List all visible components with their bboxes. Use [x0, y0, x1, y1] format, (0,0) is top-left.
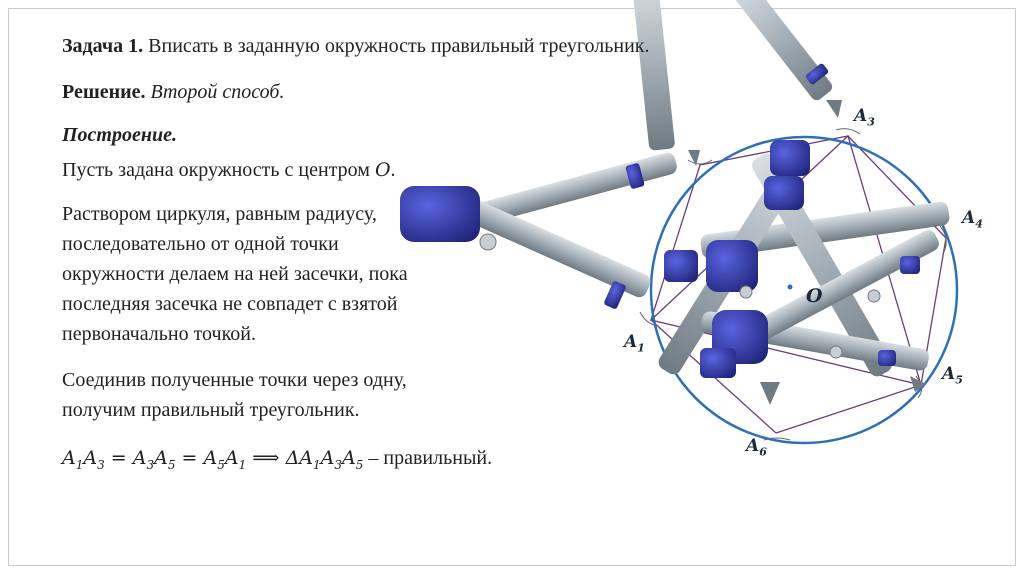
paragraph-3-line: получим правильный треугольник.: [62, 399, 360, 421]
center-label: O: [806, 285, 823, 307]
paragraph-2-line: последовательно от одной точки: [62, 233, 339, 255]
paragraph-2-line: окружности делаем на ней засечки, пока: [62, 263, 408, 285]
label-a3: $A_3$: [854, 106, 875, 129]
compass-star: [656, 140, 951, 405]
construction-heading: Построение.: [62, 124, 177, 146]
solution-heading: Решение. Второй способ.: [62, 81, 285, 103]
paragraph-2-line: последняя засечка не совпадет с взятой: [62, 293, 398, 315]
paragraph-2-line: Раствором циркуля, равным радиусу,: [62, 203, 377, 225]
label-a4: $A_4$: [962, 208, 983, 231]
center-point: [788, 285, 793, 290]
paragraph-1: Пусть задана окружность с центром O.: [62, 159, 396, 181]
paragraph-2-line: первоначально точкой.: [62, 323, 257, 345]
label-a6: $A_6$: [746, 436, 767, 459]
label-a5: $A_5$: [942, 364, 963, 387]
paragraph-3-line: Соединив полученные точки через одну,: [62, 369, 407, 391]
label-a1: $A_1$: [624, 332, 645, 355]
formula: $A_1A_3 = A_3A_5 = A_5A_1$ ⟹ $\Delta A_1A_3A_5$ – правильный.: [62, 447, 493, 472]
task-heading: Задача 1. Вписать в заданную окружность правильный треугольник.: [62, 35, 650, 57]
compass-left: [400, 151, 679, 310]
compass-top: [632, 0, 842, 166]
circle: [651, 137, 957, 443]
